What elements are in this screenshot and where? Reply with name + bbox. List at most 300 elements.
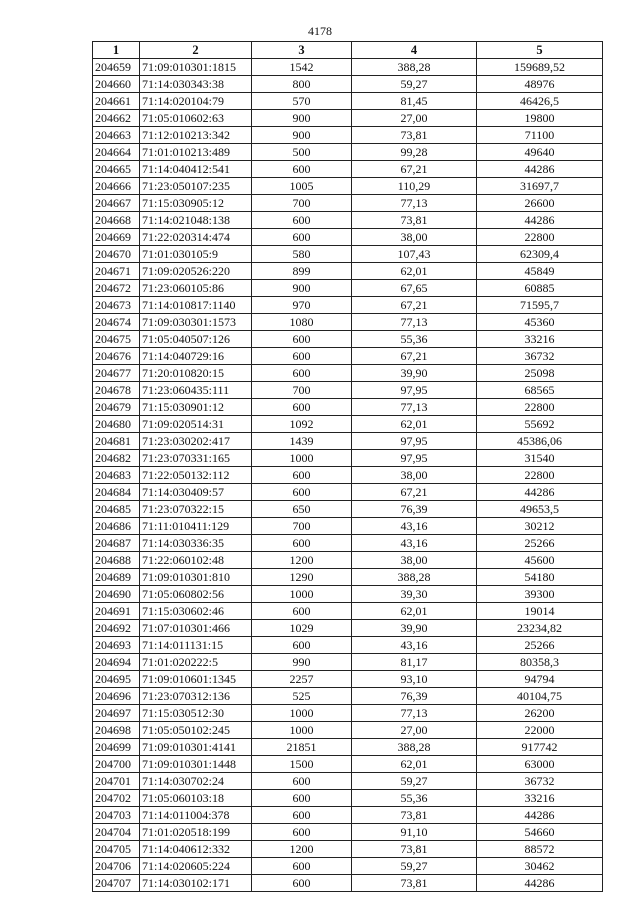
- table-cell-col-1: 204659: [93, 59, 140, 76]
- table-cell-col-3: 600: [252, 773, 352, 790]
- table-cell-col-5: 31697,7: [477, 178, 603, 195]
- table-cell-col-2: 71:23:070331:165: [140, 450, 252, 467]
- table-cell-col-3: 600: [252, 790, 352, 807]
- table-row: [93, 858, 603, 875]
- table-cell-col-5: 63000: [477, 756, 603, 773]
- table-row: [93, 110, 603, 127]
- table-row: [93, 365, 603, 382]
- table-cell-col-1: 204668: [93, 212, 140, 229]
- table-cell-col-2: 71:09:030301:1573: [140, 314, 252, 331]
- table-cell-col-3: 580: [252, 246, 352, 263]
- table-row: [93, 535, 603, 552]
- table-cell-col-1: 204704: [93, 824, 140, 841]
- table-cell-col-1: 204661: [93, 93, 140, 110]
- table-cell-col-5: 22800: [477, 467, 603, 484]
- table-cell-col-5: 45360: [477, 314, 603, 331]
- table-cell-col-3: 1200: [252, 552, 352, 569]
- table-cell-col-4: 388,28: [352, 569, 477, 586]
- table-cell-col-1: 204680: [93, 416, 140, 433]
- table-cell-col-1: 204662: [93, 110, 140, 127]
- table-cell-col-2: 71:14:030102:171: [140, 875, 252, 892]
- table-cell-col-4: 39,90: [352, 620, 477, 637]
- table-cell-col-4: 27,00: [352, 722, 477, 739]
- table-cell-col-5: 49653,5: [477, 501, 603, 518]
- table-cell-col-4: 76,39: [352, 688, 477, 705]
- table-cell-col-4: 97,95: [352, 382, 477, 399]
- table-row: [93, 518, 603, 535]
- table-cell-col-3: 600: [252, 331, 352, 348]
- table-cell-col-3: 600: [252, 467, 352, 484]
- table-cell-col-4: 73,81: [352, 841, 477, 858]
- table-cell-col-2: 71:14:030336:35: [140, 535, 252, 552]
- table-cell-col-1: 204694: [93, 654, 140, 671]
- table-row: [93, 93, 603, 110]
- table-cell-col-1: 204703: [93, 807, 140, 824]
- table-cell-col-3: 700: [252, 382, 352, 399]
- table-cell-col-1: 204678: [93, 382, 140, 399]
- table-cell-col-5: 46426,5: [477, 93, 603, 110]
- table-row: [93, 603, 603, 620]
- table-cell-col-1: 204688: [93, 552, 140, 569]
- table-cell-col-4: 62,01: [352, 603, 477, 620]
- table-cell-col-4: 97,95: [352, 433, 477, 450]
- table-cell-col-5: 45386,06: [477, 433, 603, 450]
- table-cell-col-2: 71:07:010301:466: [140, 620, 252, 637]
- table-cell-col-5: 33216: [477, 790, 603, 807]
- table-cell-col-4: 76,39: [352, 501, 477, 518]
- table-cell-col-3: 600: [252, 875, 352, 892]
- table-cell-col-5: 25266: [477, 535, 603, 552]
- table-cell-col-2: 71:23:030202:417: [140, 433, 252, 450]
- table-cell-col-3: 570: [252, 93, 352, 110]
- table-row: [93, 671, 603, 688]
- table-cell-col-4: 38,00: [352, 552, 477, 569]
- table-cell-col-1: 204689: [93, 569, 140, 586]
- table-cell-col-4: 77,13: [352, 195, 477, 212]
- table-cell-col-1: 204681: [93, 433, 140, 450]
- table-cell-col-4: 59,27: [352, 773, 477, 790]
- table-row: [93, 756, 603, 773]
- table-cell-col-2: 71:23:050107:235: [140, 178, 252, 195]
- table-cell-col-4: 55,36: [352, 331, 477, 348]
- table-cell-col-2: 71:15:030512:30: [140, 705, 252, 722]
- table-cell-col-4: 388,28: [352, 739, 477, 756]
- table-cell-col-1: 204686: [93, 518, 140, 535]
- table-cell-col-4: 81,17: [352, 654, 477, 671]
- table-row: [93, 382, 603, 399]
- table-row: [93, 722, 603, 739]
- table-cell-col-1: 204672: [93, 280, 140, 297]
- table-cell-col-4: 38,00: [352, 467, 477, 484]
- table-cell-col-5: 36732: [477, 773, 603, 790]
- table-row: [93, 76, 603, 93]
- table-row: [93, 552, 603, 569]
- table-row: [93, 399, 603, 416]
- table-cell-col-4: 73,81: [352, 212, 477, 229]
- table-cell-col-2: 71:09:020526:220: [140, 263, 252, 280]
- table-cell-col-2: 71:15:030602:46: [140, 603, 252, 620]
- table-cell-col-5: 30462: [477, 858, 603, 875]
- table-cell-col-4: 59,27: [352, 858, 477, 875]
- table-cell-col-5: 22000: [477, 722, 603, 739]
- table-cell-col-2: 71:14:020104:79: [140, 93, 252, 110]
- table-cell-col-4: 93,10: [352, 671, 477, 688]
- table-cell-col-2: 71:14:020605:224: [140, 858, 252, 875]
- table-cell-col-5: 44286: [477, 161, 603, 178]
- table-cell-col-5: 26600: [477, 195, 603, 212]
- table-cell-col-1: 204692: [93, 620, 140, 637]
- table-cell-col-4: 39,30: [352, 586, 477, 603]
- table-cell-col-5: 19014: [477, 603, 603, 620]
- table-cell-col-2: 71:14:040729:16: [140, 348, 252, 365]
- table-cell-col-2: 71:09:010301:1815: [140, 59, 252, 76]
- table-cell-col-3: 600: [252, 637, 352, 654]
- table-cell-col-3: 1029: [252, 620, 352, 637]
- table-row: [93, 824, 603, 841]
- table-cell-col-4: 67,65: [352, 280, 477, 297]
- table-cell-col-5: 22800: [477, 229, 603, 246]
- table-cell-col-4: 67,21: [352, 161, 477, 178]
- table-cell-col-1: 204665: [93, 161, 140, 178]
- table-cell-col-3: 600: [252, 535, 352, 552]
- table-cell-col-5: 917742: [477, 739, 603, 756]
- table-cell-col-1: 204682: [93, 450, 140, 467]
- table-cell-col-1: 204664: [93, 144, 140, 161]
- table-row: [93, 790, 603, 807]
- table-cell-col-4: 67,21: [352, 348, 477, 365]
- table-row: [93, 246, 603, 263]
- table-cell-col-5: 94794: [477, 671, 603, 688]
- table-row: [93, 705, 603, 722]
- table-cell-col-3: 600: [252, 161, 352, 178]
- table-cell-col-3: 600: [252, 824, 352, 841]
- table-cell-col-5: 30212: [477, 518, 603, 535]
- table-cell-col-4: 73,81: [352, 875, 477, 892]
- table-cell-col-1: 204690: [93, 586, 140, 603]
- table-cell-col-3: 899: [252, 263, 352, 280]
- table-cell-col-2: 71:22:050132:112: [140, 467, 252, 484]
- table-cell-col-1: 204697: [93, 705, 140, 722]
- table-cell-col-2: 71:01:020518:199: [140, 824, 252, 841]
- table-cell-col-3: 800: [252, 76, 352, 93]
- table-cell-col-3: 1080: [252, 314, 352, 331]
- table-row: [93, 178, 603, 195]
- table-row: [93, 212, 603, 229]
- table-cell-col-5: 68565: [477, 382, 603, 399]
- table-cell-col-1: 204685: [93, 501, 140, 518]
- table-cell-col-5: 33216: [477, 331, 603, 348]
- table-cell-col-4: 39,90: [352, 365, 477, 382]
- table-cell-col-5: 88572: [477, 841, 603, 858]
- table-cell-col-1: 204666: [93, 178, 140, 195]
- table-cell-col-3: 1200: [252, 841, 352, 858]
- table-cell-col-1: 204698: [93, 722, 140, 739]
- table-cell-col-2: 71:23:070312:136: [140, 688, 252, 705]
- table-row: [93, 195, 603, 212]
- table-row: [93, 569, 603, 586]
- table-cell-col-4: 77,13: [352, 399, 477, 416]
- table-row: [93, 501, 603, 518]
- table-cell-col-3: 1005: [252, 178, 352, 195]
- table-cell-col-5: 44286: [477, 807, 603, 824]
- table-cell-col-1: 204670: [93, 246, 140, 263]
- table-body: [93, 59, 603, 892]
- table-cell-col-1: 204700: [93, 756, 140, 773]
- table-cell-col-4: 59,27: [352, 76, 477, 93]
- column-header-5: 5: [477, 42, 603, 59]
- table-cell-col-3: 600: [252, 399, 352, 416]
- table-cell-col-2: 71:22:020314:474: [140, 229, 252, 246]
- table-cell-col-2: 71:20:010820:15: [140, 365, 252, 382]
- table-cell-col-3: 600: [252, 807, 352, 824]
- table-cell-col-5: 44286: [477, 875, 603, 892]
- table-cell-col-2: 71:14:030409:57: [140, 484, 252, 501]
- table-cell-col-2: 71:12:010213:342: [140, 127, 252, 144]
- table-cell-col-3: 1000: [252, 450, 352, 467]
- table-cell-col-1: 204679: [93, 399, 140, 416]
- table-cell-col-4: 77,13: [352, 314, 477, 331]
- table-cell-col-3: 1000: [252, 586, 352, 603]
- table-cell-col-2: 71:14:040612:332: [140, 841, 252, 858]
- table-cell-col-4: 62,01: [352, 416, 477, 433]
- table-cell-col-4: 77,13: [352, 705, 477, 722]
- table-cell-col-1: 204677: [93, 365, 140, 382]
- table-cell-col-5: 23234,82: [477, 620, 603, 637]
- table-cell-col-2: 71:09:020514:31: [140, 416, 252, 433]
- table-cell-col-3: 600: [252, 348, 352, 365]
- table-row: [93, 263, 603, 280]
- table-cell-col-4: 388,28: [352, 59, 477, 76]
- table-cell-col-1: 204707: [93, 875, 140, 892]
- table-cell-col-2: 71:14:040412:541: [140, 161, 252, 178]
- table-cell-col-1: 204696: [93, 688, 140, 705]
- table-cell-col-3: 600: [252, 212, 352, 229]
- table-cell-col-2: 71:22:060102:48: [140, 552, 252, 569]
- table-cell-col-2: 71:14:011004:378: [140, 807, 252, 824]
- table-row: [93, 331, 603, 348]
- table-cell-col-5: 19800: [477, 110, 603, 127]
- table-row: [93, 348, 603, 365]
- table-cell-col-1: 204705: [93, 841, 140, 858]
- table-cell-col-4: 43,16: [352, 535, 477, 552]
- table-cell-col-3: 1000: [252, 705, 352, 722]
- table-cell-col-2: 71:23:060435:111: [140, 382, 252, 399]
- table-cell-col-1: 204663: [93, 127, 140, 144]
- table-row: [93, 416, 603, 433]
- table-row: [93, 484, 603, 501]
- table-cell-col-2: 71:14:011131:15: [140, 637, 252, 654]
- table-cell-col-5: 71100: [477, 127, 603, 144]
- table-cell-col-3: 600: [252, 365, 352, 382]
- table-cell-col-2: 71:01:020222:5: [140, 654, 252, 671]
- page-number: 4178: [308, 24, 332, 38]
- table-cell-col-5: 45600: [477, 552, 603, 569]
- table-cell-col-4: 27,00: [352, 110, 477, 127]
- table-cell-col-2: 71:05:010602:63: [140, 110, 252, 127]
- table-cell-col-1: 204669: [93, 229, 140, 246]
- table-cell-col-1: 204660: [93, 76, 140, 93]
- table-cell-col-3: 900: [252, 280, 352, 297]
- table-row: [93, 127, 603, 144]
- table-cell-col-2: 71:05:060802:56: [140, 586, 252, 603]
- table-row: [93, 229, 603, 246]
- table-cell-col-3: 1000: [252, 722, 352, 739]
- table-cell-col-5: 55692: [477, 416, 603, 433]
- table-row: [93, 297, 603, 314]
- table-cell-col-3: 525: [252, 688, 352, 705]
- table-cell-col-5: 49640: [477, 144, 603, 161]
- table-cell-col-3: 600: [252, 229, 352, 246]
- table-cell-col-2: 71:05:060103:18: [140, 790, 252, 807]
- table-cell-col-4: 62,01: [352, 263, 477, 280]
- table-cell-col-1: 204701: [93, 773, 140, 790]
- table-cell-col-1: 204691: [93, 603, 140, 620]
- table-cell-col-5: 22800: [477, 399, 603, 416]
- table-cell-col-2: 71:14:030343:38: [140, 76, 252, 93]
- table-cell-col-2: 71:14:030702:24: [140, 773, 252, 790]
- table-cell-col-1: 204683: [93, 467, 140, 484]
- table-cell-col-2: 71:23:070322:15: [140, 501, 252, 518]
- table-cell-col-3: 600: [252, 858, 352, 875]
- table-cell-col-1: 204671: [93, 263, 140, 280]
- table-cell-col-2: 71:23:060105:86: [140, 280, 252, 297]
- table-cell-col-4: 99,28: [352, 144, 477, 161]
- table-row: [93, 773, 603, 790]
- table-cell-col-5: 54180: [477, 569, 603, 586]
- table-row: [93, 637, 603, 654]
- table-row: [93, 450, 603, 467]
- table-cell-col-2: 71:01:010213:489: [140, 144, 252, 161]
- table-cell-col-1: 204695: [93, 671, 140, 688]
- table-cell-col-5: 48976: [477, 76, 603, 93]
- table-cell-col-1: 204667: [93, 195, 140, 212]
- table-cell-col-4: 110,29: [352, 178, 477, 195]
- table-cell-col-3: 1092: [252, 416, 352, 433]
- table-cell-col-3: 970: [252, 297, 352, 314]
- table-cell-col-4: 43,16: [352, 637, 477, 654]
- table-cell-col-1: 204684: [93, 484, 140, 501]
- table-cell-col-3: 1542: [252, 59, 352, 76]
- table-cell-col-4: 73,81: [352, 127, 477, 144]
- table-cell-col-1: 204674: [93, 314, 140, 331]
- table-cell-col-5: 159689,52: [477, 59, 603, 76]
- table-cell-col-4: 107,43: [352, 246, 477, 263]
- table-row: [93, 433, 603, 450]
- table-row: [93, 841, 603, 858]
- table-cell-col-5: 40104,75: [477, 688, 603, 705]
- table-cell-col-3: 500: [252, 144, 352, 161]
- table-cell-col-3: 650: [252, 501, 352, 518]
- data-table: [92, 41, 603, 892]
- table-cell-col-4: 91,10: [352, 824, 477, 841]
- table-cell-col-2: 71:09:010301:1448: [140, 756, 252, 773]
- table-cell-col-2: 71:01:030105:9: [140, 246, 252, 263]
- table-cell-col-2: 71:09:010301:810: [140, 569, 252, 586]
- table-cell-col-4: 67,21: [352, 484, 477, 501]
- column-header-4: 4: [352, 42, 477, 59]
- table-row: [93, 688, 603, 705]
- table-cell-col-3: 2257: [252, 671, 352, 688]
- table-cell-col-3: 21851: [252, 739, 352, 756]
- table-cell-col-1: 204706: [93, 858, 140, 875]
- table-cell-col-1: 204702: [93, 790, 140, 807]
- table-cell-col-2: 71:11:010411:129: [140, 518, 252, 535]
- table-cell-col-3: 600: [252, 484, 352, 501]
- table-cell-col-3: 600: [252, 603, 352, 620]
- table-cell-col-5: 31540: [477, 450, 603, 467]
- table-cell-col-5: 80358,3: [477, 654, 603, 671]
- table-cell-col-4: 81,45: [352, 93, 477, 110]
- table-row: [93, 875, 603, 892]
- table-row: [93, 314, 603, 331]
- table-row: [93, 467, 603, 484]
- table-row: [93, 161, 603, 178]
- column-header-1: 1: [93, 42, 140, 59]
- table-row: [93, 586, 603, 603]
- table-row: [93, 807, 603, 824]
- table-cell-col-2: 71:09:010301:4141: [140, 739, 252, 756]
- table-cell-col-3: 900: [252, 110, 352, 127]
- table-cell-col-4: 62,01: [352, 756, 477, 773]
- table-row: [93, 739, 603, 756]
- table-row: [93, 280, 603, 297]
- table-cell-col-1: 204687: [93, 535, 140, 552]
- column-header-3: 3: [252, 42, 352, 59]
- table-cell-col-3: 1439: [252, 433, 352, 450]
- table-cell-col-5: 26200: [477, 705, 603, 722]
- table-row: [93, 620, 603, 637]
- table-row: [93, 144, 603, 161]
- table-row: [93, 59, 603, 76]
- table-cell-col-4: 55,36: [352, 790, 477, 807]
- table-cell-col-3: 1500: [252, 756, 352, 773]
- table-cell-col-1: 204675: [93, 331, 140, 348]
- table-cell-col-3: 700: [252, 518, 352, 535]
- table-header-row: [93, 42, 603, 59]
- table-cell-col-5: 25098: [477, 365, 603, 382]
- table-cell-col-1: 204673: [93, 297, 140, 314]
- table-cell-col-5: 39300: [477, 586, 603, 603]
- table-cell-col-3: 700: [252, 195, 352, 212]
- table-cell-col-3: 900: [252, 127, 352, 144]
- table-cell-col-2: 71:15:030901:12: [140, 399, 252, 416]
- table-cell-col-5: 54660: [477, 824, 603, 841]
- table-cell-col-2: 71:05:050102:245: [140, 722, 252, 739]
- table-cell-col-4: 97,95: [352, 450, 477, 467]
- table-cell-col-2: 71:05:040507:126: [140, 331, 252, 348]
- table-cell-col-1: 204693: [93, 637, 140, 654]
- table-cell-col-4: 43,16: [352, 518, 477, 535]
- table-row: [93, 654, 603, 671]
- table-cell-col-2: 71:14:010817:1140: [140, 297, 252, 314]
- table-cell-col-2: 71:14:021048:138: [140, 212, 252, 229]
- table-cell-col-5: 60885: [477, 280, 603, 297]
- table-cell-col-3: 990: [252, 654, 352, 671]
- table-cell-col-5: 44286: [477, 212, 603, 229]
- table-cell-col-1: 204676: [93, 348, 140, 365]
- table-cell-col-2: 71:09:010601:1345: [140, 671, 252, 688]
- table-cell-col-1: 204699: [93, 739, 140, 756]
- table-cell-col-3: 1290: [252, 569, 352, 586]
- table-cell-col-5: 71595,7: [477, 297, 603, 314]
- table-cell-col-2: 71:15:030905:12: [140, 195, 252, 212]
- table-cell-col-5: 25266: [477, 637, 603, 654]
- table-cell-col-5: 62309,4: [477, 246, 603, 263]
- table-cell-col-5: 45849: [477, 263, 603, 280]
- column-header-2: 2: [140, 42, 252, 59]
- table-cell-col-5: 36732: [477, 348, 603, 365]
- table-cell-col-4: 67,21: [352, 297, 477, 314]
